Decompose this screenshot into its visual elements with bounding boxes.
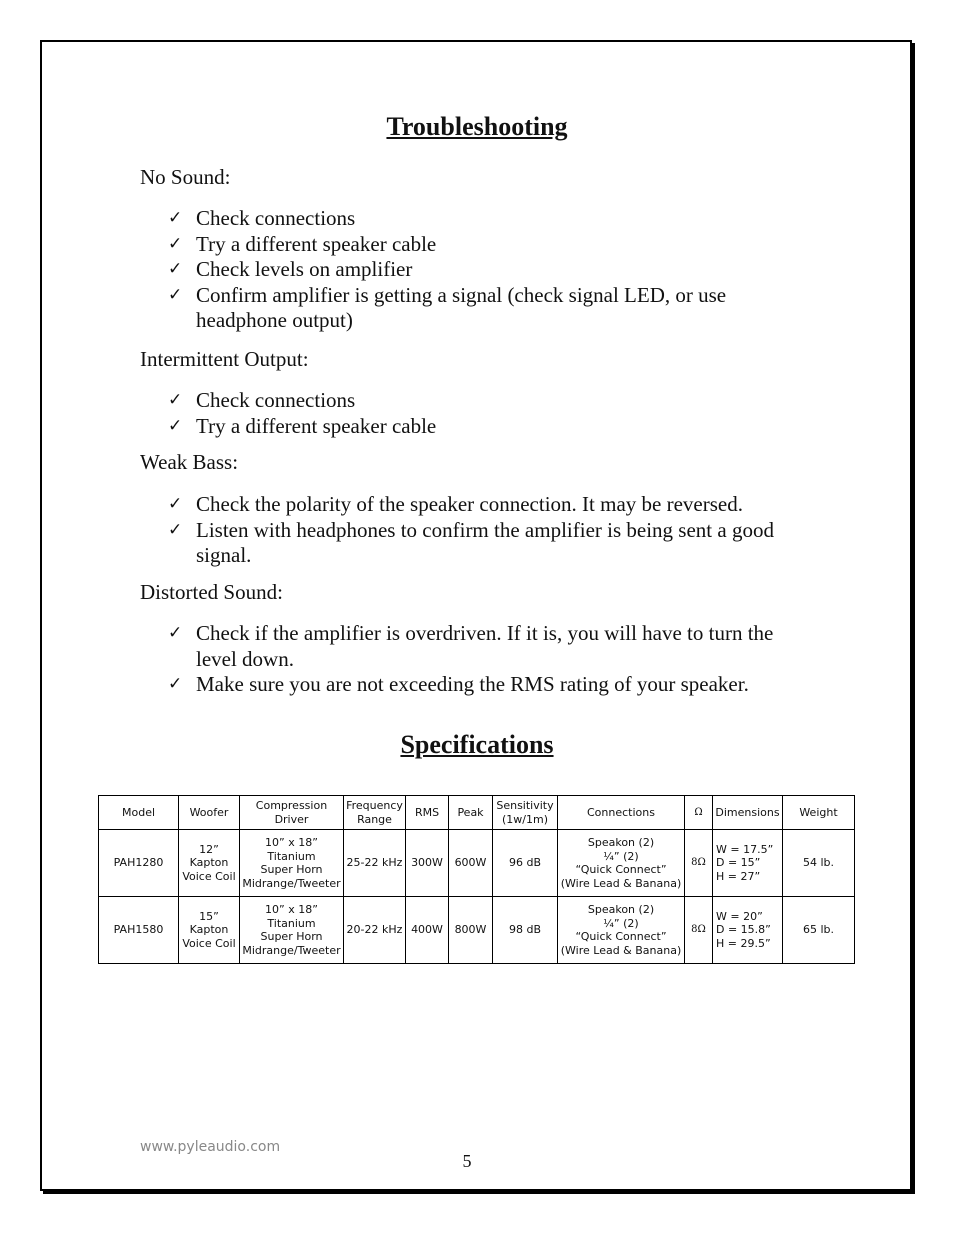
- section-heading-intermittent-output: Intermittent Output:: [140, 347, 309, 371]
- column-header-connections: Connections: [558, 796, 685, 830]
- cell-rms: 400W: [406, 897, 449, 964]
- no-sound-checklist: [168, 206, 808, 334]
- column-header-weight: Weight: [783, 796, 855, 830]
- section-heading-no-sound: No Sound:: [140, 165, 231, 189]
- cell-model: PAH1580: [99, 897, 179, 964]
- cell-woofer: 15” Kapton Voice Coil: [179, 897, 240, 964]
- intermittent-output-checklist: [168, 388, 808, 439]
- column-header-woofer: Woofer: [179, 796, 240, 830]
- column-header-sensitivity: Sensitivity (1w/1m): [493, 796, 558, 830]
- cell-frequency-range: 25-22 kHz: [344, 830, 406, 897]
- column-header-compression-driver: Compression Driver: [240, 796, 344, 830]
- list-item: [168, 283, 808, 334]
- list-item: [168, 672, 808, 698]
- cell-sensitivity: 98 dB: [493, 897, 558, 964]
- checkmark-icon: ✓: [168, 494, 183, 514]
- checkmark-icon: ✓: [168, 284, 183, 305]
- cell-sensitivity: 96 dB: [493, 830, 558, 897]
- cell-dimensions: W = 17.5” D = 15” H = 27”: [713, 830, 783, 897]
- checkmark-icon: ✓: [168, 415, 183, 436]
- cell-impedance: 8Ω: [685, 830, 713, 897]
- cell-peak: 800W: [449, 897, 493, 964]
- checkmark-icon: ✓: [168, 233, 183, 254]
- cell-woofer: 12” Kapton Voice Coil: [179, 830, 240, 897]
- footer-website-link[interactable]: www.pyleaudio.com: [140, 1139, 281, 1155]
- checkmark-icon: ✓: [168, 519, 183, 540]
- troubleshooting-title: Troubleshooting: [386, 112, 568, 141]
- cell-weight: 65 lb.: [783, 897, 855, 964]
- cell-connections: Speakon (2) ¼” (2) “Quick Connect” (Wire Lead & Banana): [558, 897, 685, 964]
- cell-model: PAH1280: [99, 830, 179, 897]
- column-header-rms: RMS: [406, 796, 449, 830]
- column-header-impedance: Ω: [685, 796, 713, 830]
- list-item-text: Check connections: [196, 388, 356, 412]
- distorted-sound-checklist: [168, 621, 808, 698]
- list-item-text: Confirm amplifier is getting a signal (check signal LED, or use headphone output): [196, 282, 727, 332]
- list-item: [168, 388, 808, 414]
- specifications-title: Specifications: [400, 730, 554, 759]
- cell-impedance: 8Ω: [685, 897, 713, 964]
- checkmark-icon: ✓: [168, 390, 183, 410]
- cell-connections: Speakon (2) ¼” (2) “Quick Connect” (Wire Lead & Banana): [558, 830, 685, 897]
- list-item: [168, 257, 808, 283]
- cell-compression-driver: 10” x 18” Titanium Super Horn Midrange/Tweeter: [240, 830, 344, 897]
- cell-frequency-range: 20-22 kHz: [344, 897, 406, 964]
- list-item-text: Check connections: [196, 206, 356, 230]
- section-heading-distorted-sound: Distorted Sound:: [140, 580, 283, 604]
- list-item-text: Check if the amplifier is overdriven. If it is, you will have to turn the level down.: [196, 621, 774, 671]
- column-header-model: Model: [99, 796, 179, 830]
- table-row: [99, 830, 855, 897]
- weak-bass-checklist: [168, 492, 808, 569]
- column-header-frequency-range: Frequency Range: [344, 796, 406, 830]
- cell-rms: 300W: [406, 830, 449, 897]
- cell-compression-driver: 10” x 18” Titanium Super Horn Midrange/Tweeter: [240, 897, 344, 964]
- cell-weight: 54 lb.: [783, 830, 855, 897]
- list-item: [168, 206, 808, 232]
- checkmark-icon: ✓: [168, 674, 183, 694]
- page-number: 5: [462, 1151, 472, 1171]
- column-header-dimensions: Dimensions: [713, 796, 783, 830]
- list-item-text: Make sure you are not exceeding the RMS rating of your speaker.: [196, 672, 749, 696]
- list-item: [168, 414, 808, 440]
- list-item: [168, 232, 808, 258]
- list-item-text: Try a different speaker cable: [196, 231, 437, 256]
- list-item-text: Check the polarity of the speaker connection. It may be reversed.: [196, 492, 743, 516]
- list-item: [168, 621, 808, 672]
- specifications-table: [98, 795, 855, 964]
- list-item: [168, 518, 808, 569]
- checkmark-icon: ✓: [168, 623, 183, 643]
- list-item-text: Check levels on amplifier: [196, 257, 413, 281]
- checkmark-icon: ✓: [168, 208, 183, 228]
- column-header-peak: Peak: [449, 796, 493, 830]
- table-row: [99, 897, 855, 964]
- section-heading-weak-bass: Weak Bass:: [140, 450, 239, 474]
- checkmark-icon: ✓: [168, 259, 183, 279]
- cell-peak: 600W: [449, 830, 493, 897]
- list-item: [168, 492, 808, 518]
- cell-dimensions: W = 20” D = 15.8” H = 29.5”: [713, 897, 783, 964]
- list-item-text: Listen with headphones to confirm the amplifier is being sent a good signal.: [196, 517, 774, 567]
- table-header-row: [99, 796, 855, 830]
- list-item-text: Try a different speaker cable: [196, 413, 437, 438]
